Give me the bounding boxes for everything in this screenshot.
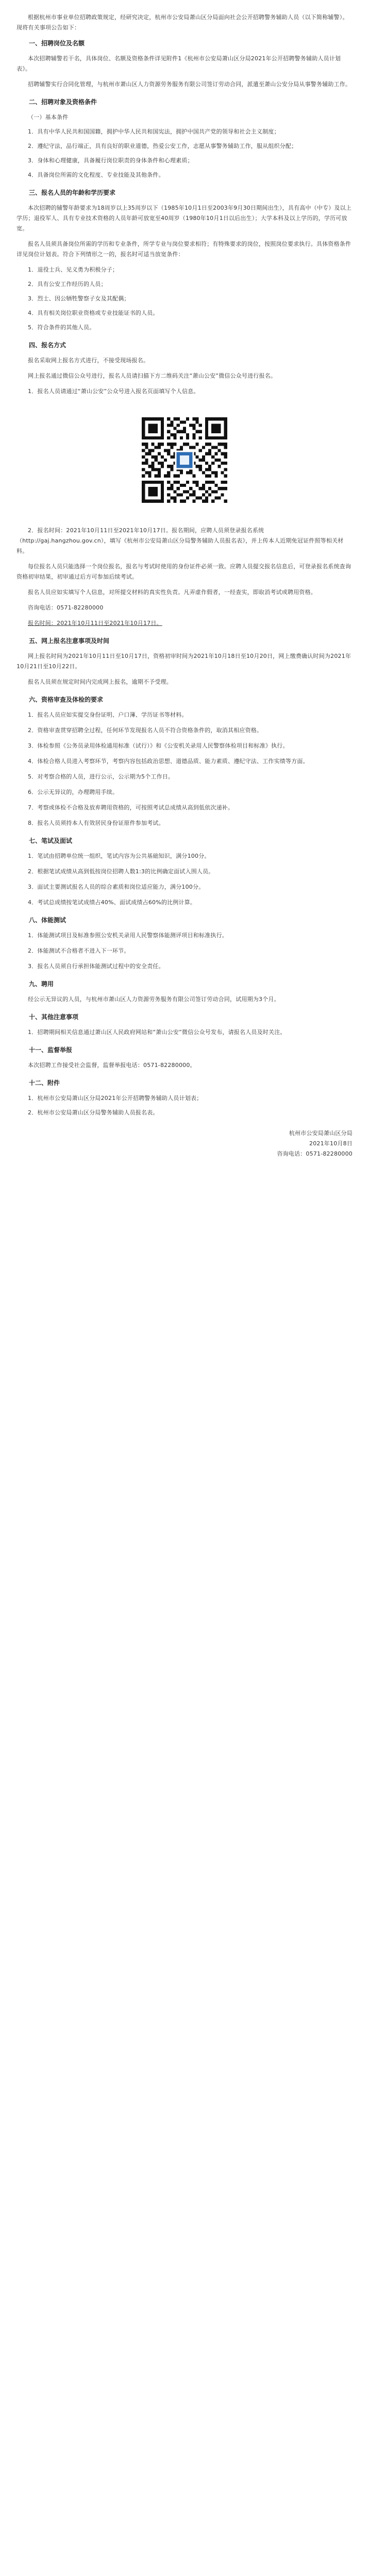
- section-4-paragraph: 1．报名人员请通过“萧山公安”公众号进入报名页面填写个人信息。: [28, 388, 199, 395]
- section-2-paragraph: 1．具有中华人民共和国国籍，拥护中华人民共和国宪法，拥护中国共产党的领导和社会主义制度；: [28, 128, 280, 135]
- hotline-text: 咨询电话：0571-82280000: [277, 1150, 353, 1157]
- section-8-title: 八、体能测试: [29, 917, 66, 924]
- section-1-title: 一、招聘岗位及名额: [29, 40, 85, 47]
- section-2-paragraph: （一）基本条件: [28, 114, 69, 121]
- section-6-paragraph: 5．对考察合格的人员，进行公示，公示期为5个工作日。: [28, 773, 174, 780]
- section-6-paragraph: 7．考察或体检不合格及放弃聘用资格的，可按照考试总成绩从高到低依次递补。: [28, 804, 234, 811]
- section-3-paragraph: 本次招聘的辅警年龄要求为18周岁以上35周岁以下（1985年10月1日至2003年9月30日期间出生），具有高中（中专）及以上学历；退役军人、具有专业技术资格的人员年龄可放宽至40周岁（1980年10月1日以后出生）；大学本科及以上学历的，学历可放宽。: [16, 205, 352, 232]
- section-4-paragraph: 报名采取网上报名方式进行，不接受现场报名。: [28, 357, 149, 364]
- attachment-item[interactable]: 1．杭州市公安局萧山区分局2021年公开招聘警务辅助人员计划表；: [28, 1095, 203, 1101]
- section-3-paragraph: 1．退役士兵、见义勇为积极分子；: [28, 266, 119, 273]
- section-3-paragraph: 2．具有公安工作经历的人员；: [28, 281, 107, 287]
- section-11-paragraph: 本次招聘工作接受社会监督，监督举报电话：0571-82280000。: [28, 1062, 196, 1069]
- section-1-paragraph: 本次招聘辅警若干名，具体岗位、名额及资格条件详见附件1《杭州市公安局萧山区分局2021年公开招聘警务辅助人员计划表》。: [16, 55, 341, 72]
- section-6-paragraph: 2．资格审查贯穿招聘全过程，任何环节发现报名人员不符合资格条件的，取消其相应资格。: [28, 727, 263, 734]
- qr-code-container: [16, 414, 353, 508]
- section-5-title: 五、网上报名注意事项及时间: [29, 637, 110, 645]
- attachment-item[interactable]: 2．杭州市公安局萧山区分局警务辅助人员报名表。: [28, 1109, 159, 1116]
- section-4-title: 四、报名方式: [29, 342, 66, 349]
- section-6-paragraph: 6．公示无异议的，办理聘用手续。: [28, 789, 119, 795]
- section-4-paragraph: 2．报名时间：2021年10月11日至2021年10月17日。报名期间，应聘人员须登录报名系统（http://gaj.hangzhou.gov.cn），填写《杭州市公安局萧山区分局警务辅助人员报名表》，并上传本人近期免冠证件照等相关材料。: [16, 527, 344, 554]
- section-2-paragraph: 3．身体和心理健康，具备履行岗位职责的身体条件和心理素质；: [28, 157, 193, 164]
- section-7-paragraph: 2．根据笔试成绩从高到低按岗位招聘人数1:3的比例确定面试入围人员。: [28, 868, 214, 875]
- section-6-paragraph: 8．报名人员须持本人有效居民身份证原件参加考试。: [28, 820, 164, 826]
- section-3-paragraph: 报名人员须具备岗位所需的学历和专业条件，所学专业与岗位要求相符；有特殊要求的岗位，按照岗位要求执行。具体资格条件详见岗位计划表。符合下列情形之一的，报名时可适当放宽条件：: [16, 241, 351, 258]
- section-8-paragraph: 1．体能测试项目及标准参照公安机关录用人民警察体能测评项目和标准执行。: [28, 932, 228, 939]
- section-12-title: 十二、附件: [29, 1079, 60, 1087]
- section-8-paragraph: 2．体能测试不合格者不进入下一环节。: [28, 947, 130, 954]
- section-8-paragraph: 3．报名人员须自行承担体能测试过程中的安全责任。: [28, 963, 164, 970]
- section-2-title: 二、招聘对象及资格条件: [29, 98, 97, 106]
- section-2-paragraph: 2．遵纪守法，品行端正，具有良好的职业道德，热爱公安工作，志愿从事警务辅助工作，服从组织分配；: [28, 143, 297, 149]
- section-5-paragraph: 报名人员须在规定时间内完成网上报名，逾期不予受理。: [28, 679, 172, 685]
- section-4-paragraph: 咨询电话：0571-82280000: [28, 604, 104, 611]
- signature-organization: 杭州市公安局萧山区分局: [289, 1130, 353, 1137]
- section-2-paragraph: 4．具备岗位所需的文化程度、专业技能及其他条件。: [28, 172, 164, 178]
- section-5-paragraph: 网上报名时间为2021年10月11日至10月17日，资格初审时间为2021年10月18日至10月20日，网上缴费确认时间为2021年10月21日至10月22日。: [16, 653, 351, 670]
- section-7-paragraph: 1．笔试由招聘单位统一组织，笔试内容为公共基础知识，满分100分。: [28, 853, 210, 859]
- intro-paragraph: 根据杭州市事业单位招聘政策规定，经研究决定，杭州市公安局萧山区分局面向社会公开招聘警务辅助人员（以下简称辅警）。现将有关事项公告如下：: [16, 14, 348, 31]
- section-7-paragraph: 3．面试主要测试报名人员的综合素质和岗位适应能力，满分100分。: [28, 884, 205, 890]
- section-7-paragraph: 4．考试总成绩按笔试成绩占40%、面试成绩占60%的比例计算。: [28, 899, 196, 906]
- section-4-paragraph: 报名时间：2021年10月11日至2021年10月17日。: [28, 620, 162, 626]
- section-7-title: 七、笔试及面试: [29, 837, 73, 844]
- section-9-paragraph: 经公示无异议的人员，与杭州市萧山区人力资源劳务服务有限公司签订劳动合同，试用期为3个月。: [28, 996, 280, 1003]
- section-6-paragraph: 3．体检参照《公务员录用体检通用标准（试行）》和《公安机关录用人民警察体检项目和标准》执行。: [28, 742, 289, 749]
- section-10-title: 十、其他注意事项: [29, 1013, 79, 1021]
- section-6-title: 六、资格审查及体检的要求: [29, 696, 104, 703]
- section-4-paragraph: 网上报名通过微信公众号进行，报名人员请扫描下方二维码关注“萧山公安”微信公众号进行报名。: [28, 372, 277, 379]
- section-6-paragraph: 1．报名人员应如实提交身份证明、户口簿、学历证书等材料。: [28, 711, 188, 718]
- section-9-title: 九、聘用: [29, 980, 54, 988]
- section-3-paragraph: 4．具有相关岗位职业资格或专业技能证书的人员。: [28, 310, 159, 316]
- section-11-title: 十一、监督举报: [29, 1046, 73, 1054]
- qr-code-icon[interactable]: [139, 414, 230, 506]
- section-10-paragraph: 1．招聘期间相关信息通过萧山区人民政府网站和“萧山公安”微信公众号发布，请报名人员及时关注。: [28, 1029, 286, 1036]
- section-6-paragraph: 4．体检合格人员进入考察环节，考察内容包括政治思想、道德品质、能力素质、遵纪守法、工作实绩等方面。: [28, 758, 309, 765]
- section-1-paragraph: 招聘辅警实行合同化管理，与杭州市萧山区人力资源劳务服务有限公司签订劳动合同，派遣至萧山公安分局从事警务辅助工作。: [28, 81, 351, 88]
- signature-date: 2021年10月8日: [309, 1140, 353, 1147]
- section-4-paragraph: 报名人员应如实填写个人信息，对所提交材料的真实性负责。凡弄虚作假者，一经查实，即取消考试或聘用资格。: [28, 589, 316, 596]
- section-3-paragraph: 5．符合条件的其他人员。: [28, 324, 95, 331]
- section-3-paragraph: 3．烈士、因公牺牲警察子女及其配偶；: [28, 295, 130, 302]
- section-3-title: 三、报名人员的年龄和学历要求: [29, 189, 116, 196]
- section-4-paragraph: 每位报名人员只能选择一个岗位报名，报名与考试时使用的身份证件必须一致。应聘人员提交报名信息后，可登录报名系统查询资格初审结果，初审通过后方可参加后续考试。: [16, 563, 351, 580]
